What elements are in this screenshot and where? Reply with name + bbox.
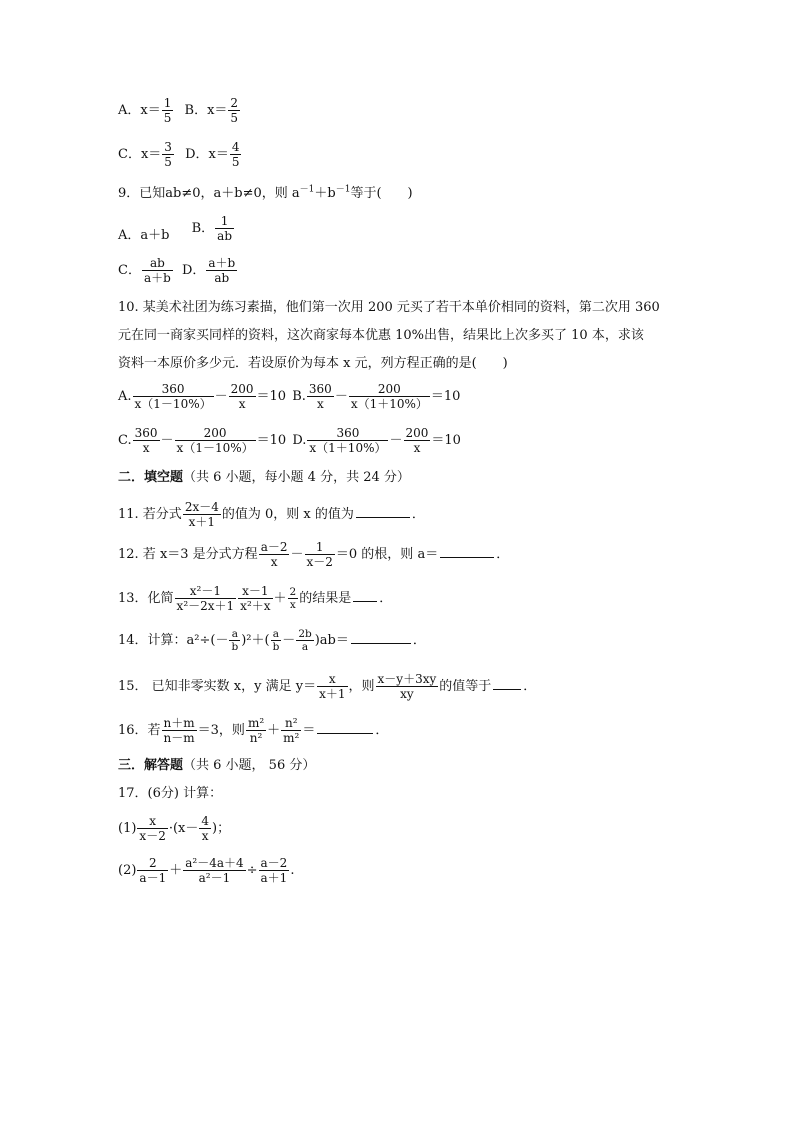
q9-option-a: A．a＋b <box>118 228 170 243</box>
q8-option-a: A．x＝ $\frac{1}{5}$ <box>118 96 172 125</box>
section-2-note: （共 6 小题，每小题 4 分，共 24 分） <box>183 470 410 485</box>
q10-options-ab <box>118 382 460 411</box>
q9-option-d: D． $\frac{a+b}{ab}$ <box>181 256 236 285</box>
q10-option-b: B. $\frac{360}{x}$ － $\frac{200}{x(1+10\%)}$ ＝10 <box>292 382 461 411</box>
q14: 14．计算：a²÷(－ $\frac{a}{b}$ )²＋( $\frac{a}{b}$ － $\frac{2b}{a}$ )ab＝ ． <box>118 628 426 653</box>
q11-answer-blank[interactable] <box>356 505 410 518</box>
q13-answer-blank[interactable] <box>353 589 377 602</box>
q10-stem-line1: 10. 某美术社团为练习素描，他们第一次用 200 元买了若干本单价相同的资料，第二次用 360 <box>118 300 660 315</box>
q16-answer-blank[interactable] <box>317 721 373 734</box>
section-3-heading <box>118 758 315 774</box>
q17-stem: 17．(6分) 计算： <box>118 786 223 801</box>
q15-answer-blank[interactable] <box>493 677 521 690</box>
q15: 15． 已知非零实数 x，y 满足 y＝ $\frac{x}{x+1}$ ，则 $\frac{x-y+3xy}{xy}$ 的值等于 ． <box>118 672 537 701</box>
q9-options-ab <box>118 214 235 243</box>
q10-option-c: C. $\frac{360}{x}$ － $\frac{200}{x(1-10\%)}$ ＝10 <box>118 426 287 455</box>
q8-option-c: C．x＝ $\frac{3}{5}$ <box>118 140 172 169</box>
q8-option-b: B．x＝ $\frac{2}{5}$ <box>184 96 239 125</box>
q9-stem: 9．已知ab≠0，a＋b≠0，则 $a^{-1}+b^{-1}$等于( ) <box>118 184 413 201</box>
q17-part-1: (1) $\frac{x}{x-2}$ ·(x－ $\frac{4}{x}$ )； <box>118 814 231 843</box>
section-3-title: 三．解答题 <box>118 758 184 773</box>
q9-option-c: C． $\frac{ab}{a+b}$ <box>118 256 171 285</box>
q12: 12. 若 x＝3 是分式方程 $\frac{a-2}{x}$ － $\frac{1}{x-2}$ ＝0 的根，则 a＝ ． <box>118 540 510 569</box>
q8-options-ab <box>118 96 241 125</box>
q10-stem-line2: 元在同一商家买同样的资料，这次商家每本优惠 10%出售，结果比上次多买了 10 本，求该 <box>118 328 644 343</box>
q9-options-cd <box>118 256 238 285</box>
q10-option-a: A. $\frac{360}{x(1-10\%)}$ － $\frac{200}{x}$ ＝10 <box>118 382 287 411</box>
q10-stem-line3: 资料一本原价多少元．若设原价为每本 x 元，列方程正确的是( ) <box>118 356 508 371</box>
q10-options-cd <box>118 426 461 455</box>
section-2-heading <box>118 470 410 486</box>
q16: 16．若 $\frac{n+m}{n-m}$ ＝3，则 $\frac{\text{m²}}{\text{n²}}$ ＋ $\frac{\text{n²}}{\text{m²}}$ ＝ ． <box>118 716 389 745</box>
q14-answer-blank[interactable] <box>351 631 411 644</box>
q8-option-d: D．x＝ $\frac{4}{5}$ <box>185 140 240 169</box>
q13: 13．化简 $\frac{\text{x²－1}}{\text{x²－2x＋1}}$ $\frac{x-1}{\text{x²＋x}}$ ＋ $\frac{2}{x}$ 的结果是 ． <box>118 584 393 613</box>
q17-part-2: (2) $\frac{2}{a-1}$ ＋ $\frac{\text{a²－4a＋4}}{\text{a²－1}}$ ÷ $\frac{a-2}{a+1}$ . <box>118 856 295 885</box>
q8-options-cd <box>118 140 242 169</box>
q10-option-d: D. $\frac{360}{x(1+10\%)}$ － $\frac{200}{x}$ ＝10 <box>292 426 461 455</box>
section-2-title: 二．填空题 <box>118 470 184 485</box>
q9-option-b: B． $\frac{1}{ab}$ <box>191 214 233 243</box>
q11: 11. 若分式 $\frac{2x-4}{x+1}$ 的值为 0，则 x 的值为 ． <box>118 500 425 529</box>
section-3-note: （共 6 小题， 56 分） <box>183 758 316 773</box>
q12-answer-blank[interactable] <box>440 545 494 558</box>
